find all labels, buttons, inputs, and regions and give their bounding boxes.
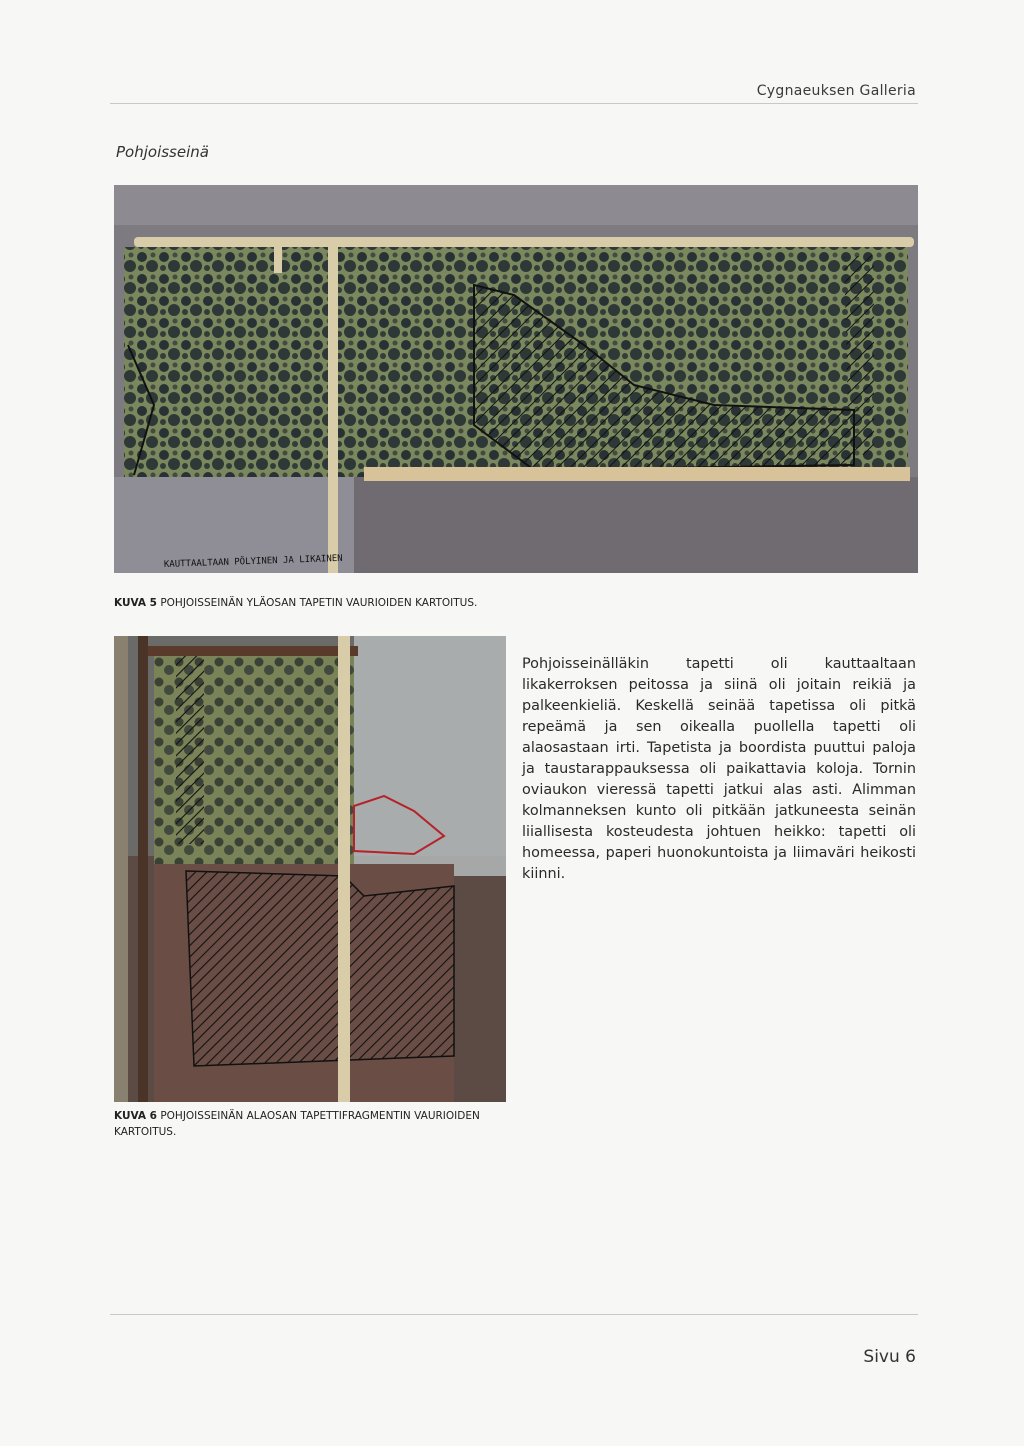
header-divider	[110, 103, 918, 104]
section-title: Pohjoisseinä	[116, 143, 209, 161]
handwritten-annotation: KAUTTAALTAAN PÖLYINEN JA LIKAINEN	[163, 553, 343, 570]
figure-2-caption-label: KUVA 6	[114, 1110, 157, 1122]
figure-2-caption-text: POHJOISSEINÄN ALAOSAN TAPETTIFRAGMENTIN VAURIOIDEN KARTOITUS.	[114, 1110, 480, 1138]
body-paragraph: Pohjoisseinälläkin tapetti oli kauttaaltaan likakerroksen peitossa ja siinä oli joitain reikiä ja palkeenkieliä. Keskellä seinää tapetissa oli pitkä repeämä ja sen oikealla puollella tapetti oli alaosastaan irti. Tapetista ja boordista puuttui paloja ja taustarappauksessa oli paikattavia koloja. Tornin oviaukon vieressä tapetti jatkui alas asti. Alimman kolmanneksen kunto oli pitkään jatkuneesta seinän liiallisesta kosteudesta johtuen heikko: tapetti oli homeessa, paperi huonokuntoista ja liimaväri heikosti kiinni.	[522, 656, 916, 882]
document-header-title: Cygnaeuksen Galleria	[756, 83, 916, 99]
figure-2-caption	[114, 1108, 514, 1140]
figure-1-caption	[114, 595, 714, 611]
page-number: Sivu 6	[863, 1347, 916, 1367]
footer-divider	[110, 1314, 918, 1315]
figure-2-photo	[114, 636, 506, 1102]
figure-1-photo	[114, 185, 918, 573]
figure-1-caption-label: KUVA 5	[114, 597, 157, 609]
figure-1-caption-text: POHJOISSEINÄN YLÄOSAN TAPETIN VAURIOIDEN KARTOITUS.	[160, 597, 478, 609]
